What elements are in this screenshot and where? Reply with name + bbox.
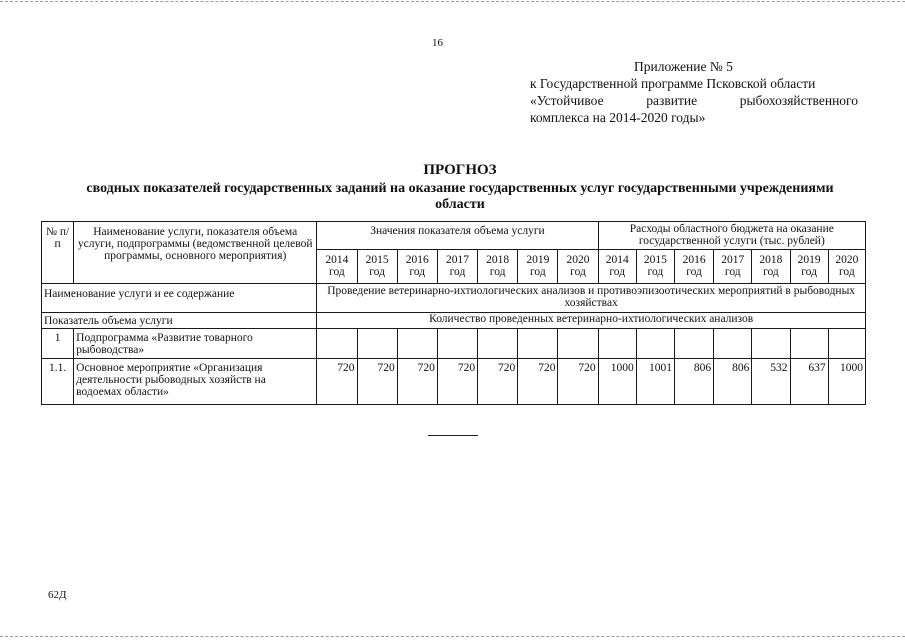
year-header: 2020 год <box>828 250 865 284</box>
page-number: 16 <box>432 37 443 49</box>
appendix-line-4: комплекса на 2014-2020 годы» <box>530 110 706 125</box>
budget-cell: 1000 <box>598 359 636 405</box>
budget-cell <box>790 329 828 359</box>
header-volume-group: Значения показателя объема услуги <box>317 222 598 250</box>
volume-cell <box>518 329 558 359</box>
year-header: 2014 год <box>598 250 636 284</box>
service-row-value: Проведение ветеринарно-ихтиологических анализов и противоэпизоотических мероприятий в рыбоводных хозяйствах <box>317 284 866 313</box>
budget-cell <box>636 329 674 359</box>
row-name: Подпрограмма «Развитие товарного рыбоводства» <box>74 329 317 359</box>
volume-cell: 720 <box>317 359 357 405</box>
year-header: 2019 год <box>790 250 828 284</box>
budget-cell <box>714 329 752 359</box>
title-sub: сводных показателей государственных заданий на оказание государственных услуг государственными учреждениями области <box>86 181 834 212</box>
title-main: ПРОГНОЗ <box>423 162 497 178</box>
indicator-row-label: Показатель объема услуги <box>42 313 317 329</box>
appendix-header <box>530 58 858 126</box>
volume-cell: 720 <box>357 359 397 405</box>
volume-cell <box>317 329 357 359</box>
budget-cell <box>674 329 713 359</box>
header-name: Наименование услуги, показателя объема услуги, подпрограммы (ведомственной целевой программы, основного мероприятия) <box>74 222 317 284</box>
volume-cell <box>437 329 477 359</box>
volume-cell <box>558 329 598 359</box>
year-header: 2020 год <box>558 250 598 284</box>
row-num: 1.1. <box>42 359 74 405</box>
header-num: № п/п <box>42 222 74 284</box>
row-num: 1 <box>42 329 74 359</box>
year-header: 2015 год <box>636 250 674 284</box>
volume-cell <box>478 329 518 359</box>
budget-cell <box>752 329 790 359</box>
budget-cell: 1000 <box>828 359 865 405</box>
year-header: 2015 год <box>357 250 397 284</box>
table-row <box>42 329 866 359</box>
scan-edge-bottom <box>0 636 905 637</box>
year-header: 2014 год <box>317 250 357 284</box>
service-row-label: Наименование услуги и ее содержание <box>42 284 317 313</box>
table-row <box>42 359 866 405</box>
document-code: 62Д <box>48 589 67 601</box>
year-header: 2018 год <box>752 250 790 284</box>
budget-cell: 806 <box>674 359 713 405</box>
row-name: Основное мероприятие «Организация деятельности рыбоводных хозяйств на водоемах области» <box>74 359 317 405</box>
budget-cell: 637 <box>790 359 828 405</box>
year-header: 2017 год <box>714 250 752 284</box>
volume-cell <box>397 329 437 359</box>
forecast-table <box>41 221 866 405</box>
appendix-line-2: к Государственной программе Псковской области <box>530 76 816 91</box>
year-header: 2016 год <box>674 250 713 284</box>
volume-cell: 720 <box>437 359 477 405</box>
volume-cell: 720 <box>558 359 598 405</box>
end-divider <box>428 435 478 436</box>
volume-cell: 720 <box>478 359 518 405</box>
year-header: 2018 год <box>478 250 518 284</box>
appendix-line-3: «Устойчивое развитие рыбохозяйственного <box>530 93 858 108</box>
volume-cell: 720 <box>397 359 437 405</box>
year-header: 2017 год <box>437 250 477 284</box>
budget-cell <box>598 329 636 359</box>
header-budget-group: Расходы областного бюджета на оказание государственной услуги (тыс. рублей) <box>598 222 865 250</box>
year-header: 2016 год <box>397 250 437 284</box>
budget-cell: 532 <box>752 359 790 405</box>
year-header: 2019 год <box>518 250 558 284</box>
indicator-row-value: Количество проведенных ветеринарно-ихтиологических анализов <box>317 313 866 329</box>
scan-edge-top <box>0 1 905 2</box>
budget-cell: 806 <box>714 359 752 405</box>
appendix-line-1: Приложение № 5 <box>634 59 733 74</box>
document-title <box>60 162 860 213</box>
budget-cell: 1001 <box>636 359 674 405</box>
volume-cell: 720 <box>518 359 558 405</box>
budget-cell <box>828 329 865 359</box>
volume-cell <box>357 329 397 359</box>
